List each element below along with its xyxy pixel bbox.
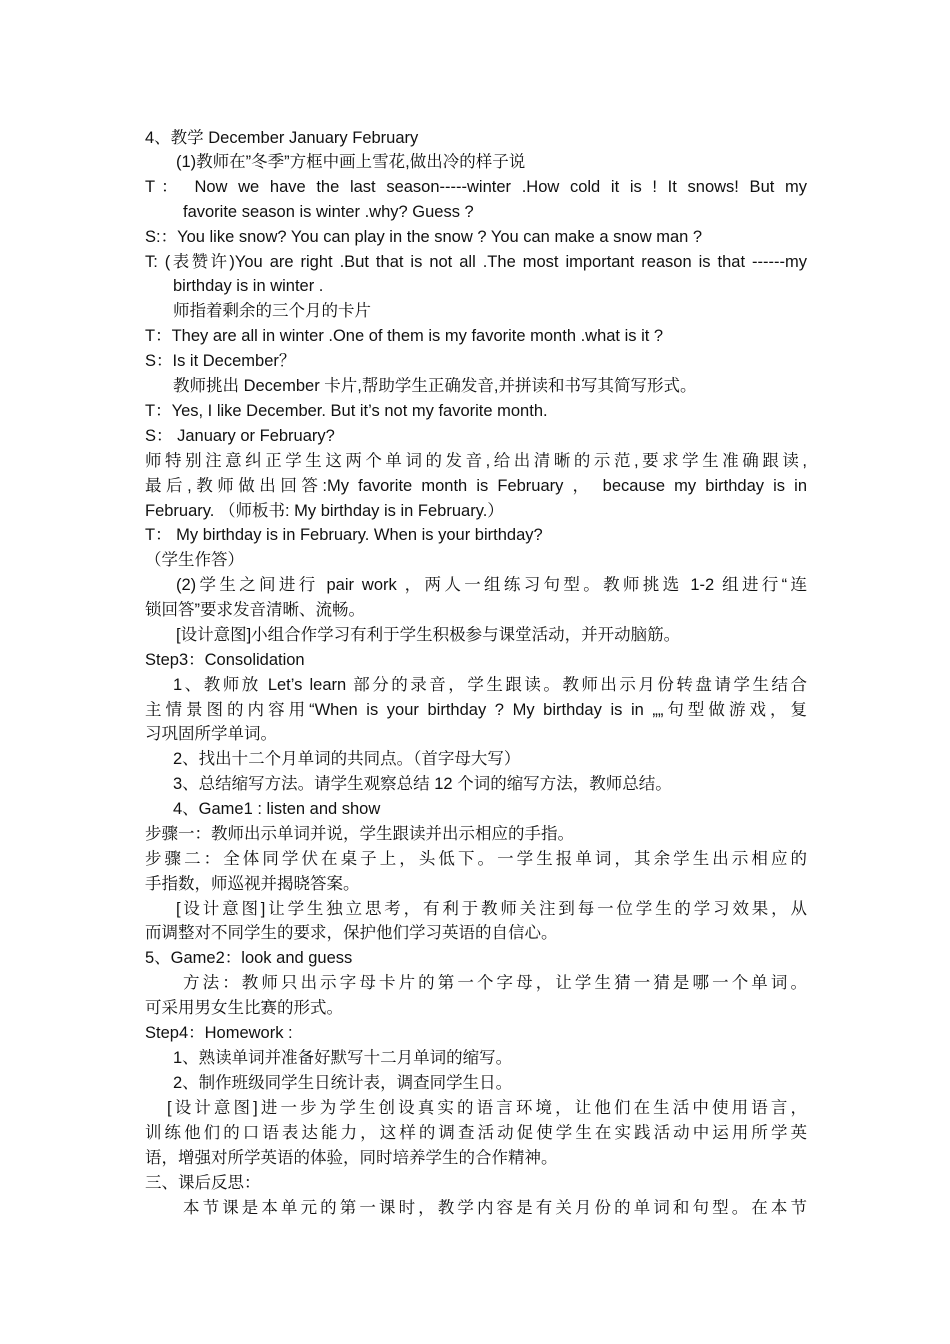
text-line: T： Now we have the last season-----winter .How cold it is ! It snows! But my xyxy=(145,178,807,196)
text-line: 训练他们的口语表达能力，这样的调查活动促使学生在实践活动中运用所学英 xyxy=(145,1124,807,1142)
text-line: 主情景图的内容用“When is your birthday ? My birthday is in „„句型做游戏，复 xyxy=(145,701,807,719)
text-line: S:：You like snow? You can play in the snow ? You can make a snow man ? xyxy=(145,228,703,246)
text-line: S：Is it December？ xyxy=(145,352,296,370)
text-line: 师特别注意纠正学生这两个单词的发音,给出清晰的示范,要求学生准确跟读, xyxy=(145,452,807,470)
text-line: 4、教学 December January February xyxy=(145,129,419,147)
text-line: February. （师板书: My birthday is in February.） xyxy=(145,502,504,520)
text-line: 语，增强对所学英语的体验，同时培养学生的合作精神。 xyxy=(145,1149,558,1167)
text-line: T：Yes, I like December. But it’s not my favorite month. xyxy=(145,402,548,420)
text-line: (1)教师在”冬季”方框中画上雪花,做出冷的样子说 xyxy=(176,153,526,171)
text-line: 教师挑出 December 卡片,帮助学生正确发音,并拼读和书写其简写形式。 xyxy=(173,377,697,395)
text-line: [设计意图]小组合作学习有利于学生积极参与课堂活动，并开动脑筋。 xyxy=(176,626,681,644)
text-line: 1、教师放 Let’s learn 部分的录音，学生跟读。教师出示月份转盘请学生结合 xyxy=(173,676,807,694)
text-line: 2、找出十二个月单词的共同点。（首字母大写） xyxy=(173,750,521,768)
text-line: 步骤一：教师出示单词并说，学生跟读并出示相应的手指。 xyxy=(145,825,574,843)
text-line: favorite season is winter .why? Guess ? xyxy=(183,203,474,221)
text-line: T：They are all in winter .One of them is my favorite month .what is it ? xyxy=(145,327,664,345)
text-line: 步骤二：全体同学伏在桌子上，头低下。一学生报单词，其余学生出示相应的 xyxy=(145,850,807,868)
text-line: 1、熟读单词并准备好默写十二月单词的缩写。 xyxy=(173,1049,513,1067)
text-line: 方法：教师只出示字母卡片的第一个字母，让学生猜一猜是哪一个单词。 xyxy=(183,974,807,992)
text-line: Step4：Homework : xyxy=(145,1024,293,1042)
text-line: 习巩固所学单词。 xyxy=(145,725,277,743)
text-line: 3、总结缩写方法。请学生观察总结 12 个词的缩写方法，教师总结。 xyxy=(173,775,672,793)
text-line: 4、Game1 : listen and show xyxy=(173,800,381,818)
text-line: 而调整对不同学生的要求，保护他们学习英语的自信心。 xyxy=(145,924,558,942)
text-line: 2、制作班级同学生日统计表，调查同学生日。 xyxy=(173,1074,513,1092)
text-line: (2)学生之间进行 pair work ，两人一组练习句型。教师挑选 1-2 组进行“连 xyxy=(176,576,807,594)
text-line: 三、课后反思： xyxy=(145,1174,261,1192)
text-line: 可采用男女生比赛的形式。 xyxy=(145,999,343,1017)
text-line: [设计意图]进一步为学生创设真实的语言环境，让他们在生活中使用语言， xyxy=(167,1099,807,1117)
text-line: 手指数，师巡视并揭晓答案。 xyxy=(145,875,360,893)
text-line: 师指着剩余的三个月的卡片 xyxy=(173,302,371,320)
text-line: 锁回答”要求发音清晰、流畅。 xyxy=(145,601,365,619)
text-line: （学生作答） xyxy=(145,551,244,569)
text-line: T： My birthday is in February. When is your birthday? xyxy=(145,526,543,544)
text-line: 最后,教师做出回答:My favorite month is February ， because my birthday is in xyxy=(145,477,807,495)
text-line: 本节课是本单元的第一课时，教学内容是有关月份的单词和句型。在本节 xyxy=(183,1199,807,1217)
text-line: birthday is in winter . xyxy=(173,277,324,295)
text-line: T: (表赞许)You are right .But that is not all .The most important reason is that ------my xyxy=(145,253,807,271)
text-line: S： January or February? xyxy=(145,427,335,445)
text-line: Step3：Consolidation xyxy=(145,651,305,669)
text-line: [设计意图]让学生独立思考，有利于教师关注到每一位学生的学习效果，从 xyxy=(176,900,807,918)
text-line: 5、Game2：look and guess xyxy=(145,949,353,967)
